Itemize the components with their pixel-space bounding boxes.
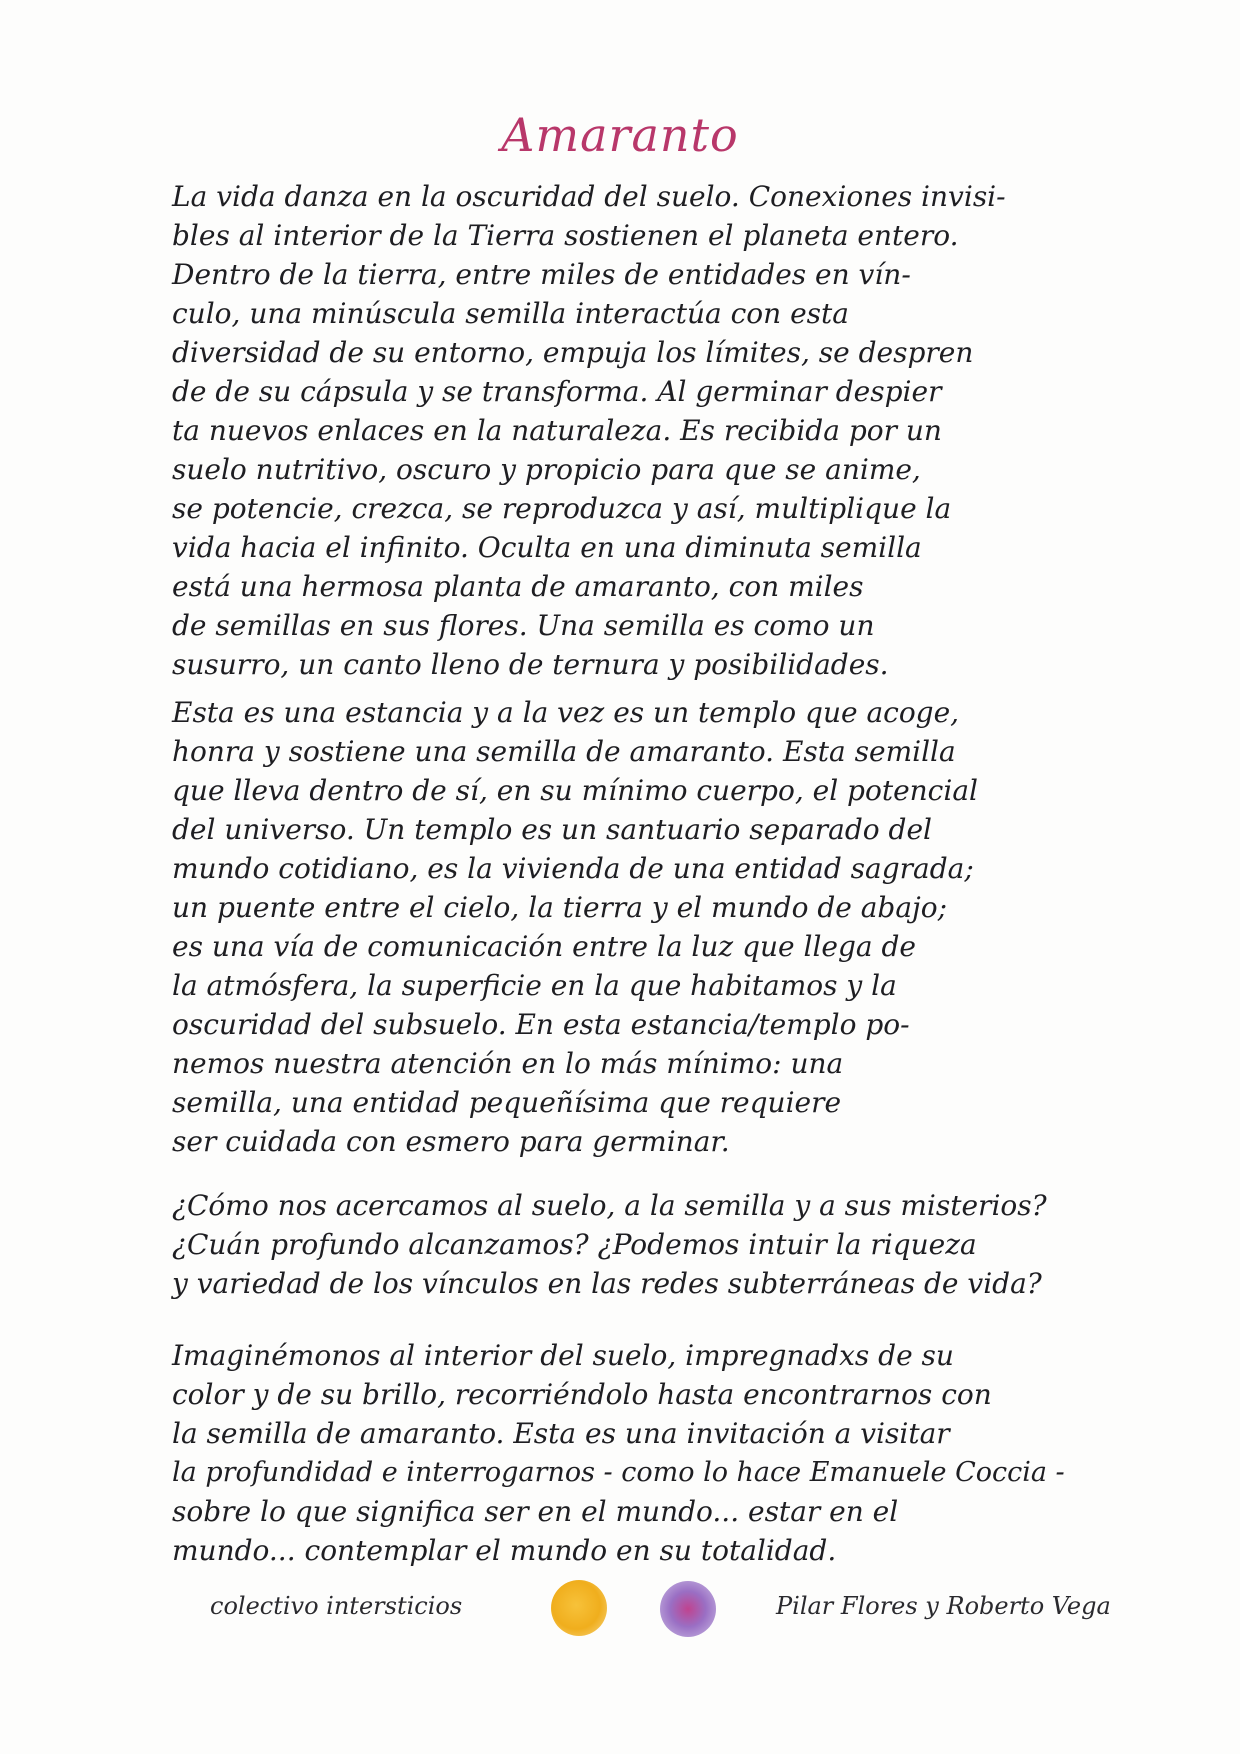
text-line: La vida danza en la oscuridad del suelo. Conexiones invisi-: [172, 180, 1006, 213]
paragraph-3: [172, 1186, 1072, 1303]
text-line: mundo... contemplar el mundo en su totalidad.: [172, 1534, 837, 1567]
text-line: ¿Cómo nos acercamos al suelo, a la semilla y a sus misterios?: [172, 1189, 1047, 1222]
text-line: Esta es una estancia y a la vez es un templo que acoge,: [172, 696, 960, 729]
text-line: la atmósfera, la superficie en la que habitamos y la: [172, 969, 897, 1002]
text-line: Dentro de la tierra, entre miles de entidades en vín-: [172, 258, 911, 291]
text-line: vida hacia el infinito. Oculta en una diminuta semilla: [172, 531, 922, 564]
text-line: nemos nuestra atención en lo más mínimo: una: [172, 1047, 844, 1080]
text-line: color y de su brillo, recorriéndolo hasta encontrarnos con: [172, 1378, 992, 1411]
text-line: se potencie, crezca, se reproduzca y así, multiplique la: [172, 492, 952, 525]
paragraph-2: [172, 693, 1072, 1161]
authors-signature: Pilar Flores y Roberto Vega: [776, 1592, 1111, 1620]
text-line: susurro, un canto lleno de ternura y posibilidades.: [172, 648, 889, 681]
text-line: culo, una minúscula semilla interactúa con esta: [172, 297, 849, 330]
text-line: es una vía de comunicación entre la luz que llega de: [172, 930, 916, 963]
text-line: bles al interior de la Tierra sostienen el planeta entero.: [172, 219, 959, 252]
text-line: diversidad de su entorno, empuja los límites, se despren: [172, 336, 974, 369]
text-line: la profundidad e interrogarnos - como lo hace Emanuele Coccia -: [172, 1457, 1065, 1488]
text-line: un puente entre el cielo, la tierra y el mundo de abajo;: [172, 891, 948, 924]
text-line: de semillas en sus flores. Una semilla es como un: [172, 609, 875, 642]
purple-dot-icon: [660, 1581, 716, 1637]
page-title: Amaranto: [501, 108, 739, 162]
collective-signature: colectivo intersticios: [210, 1592, 463, 1620]
text-line: que lleva dentro de sí, en su mínimo cuerpo, el potencial: [172, 774, 978, 807]
text-line: de de su cápsula y se transforma. Al germinar despier: [172, 375, 942, 408]
text-line: ta nuevos enlaces en la naturaleza. Es recibida por un: [172, 414, 942, 447]
text-line: ser cuidada con esmero para germinar.: [172, 1125, 730, 1158]
text-line: la semilla de amaranto. Esta es una invitación a visitar: [172, 1417, 950, 1450]
text-line: oscuridad del subsuelo. En esta estancia/templo po-: [172, 1008, 910, 1041]
text-line: está una hermosa planta de amaranto, con miles: [172, 570, 864, 603]
text-line: Imaginémonos al interior del suelo, impregnadxs de su: [172, 1339, 954, 1372]
text-line: y variedad de los vínculos en las redes subterráneas de vida?: [172, 1267, 1042, 1300]
text-line: ¿Cuán profundo alcanzamos? ¿Podemos intuir la riqueza: [172, 1228, 977, 1261]
text-line: del universo. Un templo es un santuario separado del: [172, 813, 932, 846]
text-line: honra y sostiene una semilla de amaranto. Esta semilla: [172, 735, 956, 768]
text-line: semilla, una entidad pequeñísima que requiere: [172, 1086, 842, 1119]
text-line: suelo nutritivo, oscuro y propicio para que se anime,: [172, 453, 921, 486]
yellow-dot-icon: [551, 1580, 607, 1636]
paragraph-4: [172, 1336, 1072, 1570]
paragraph-1: [172, 177, 1072, 684]
text-line: sobre lo que significa ser en el mundo... estar en el: [172, 1495, 899, 1528]
text-line: mundo cotidiano, es la vivienda de una entidad sagrada;: [172, 852, 974, 885]
